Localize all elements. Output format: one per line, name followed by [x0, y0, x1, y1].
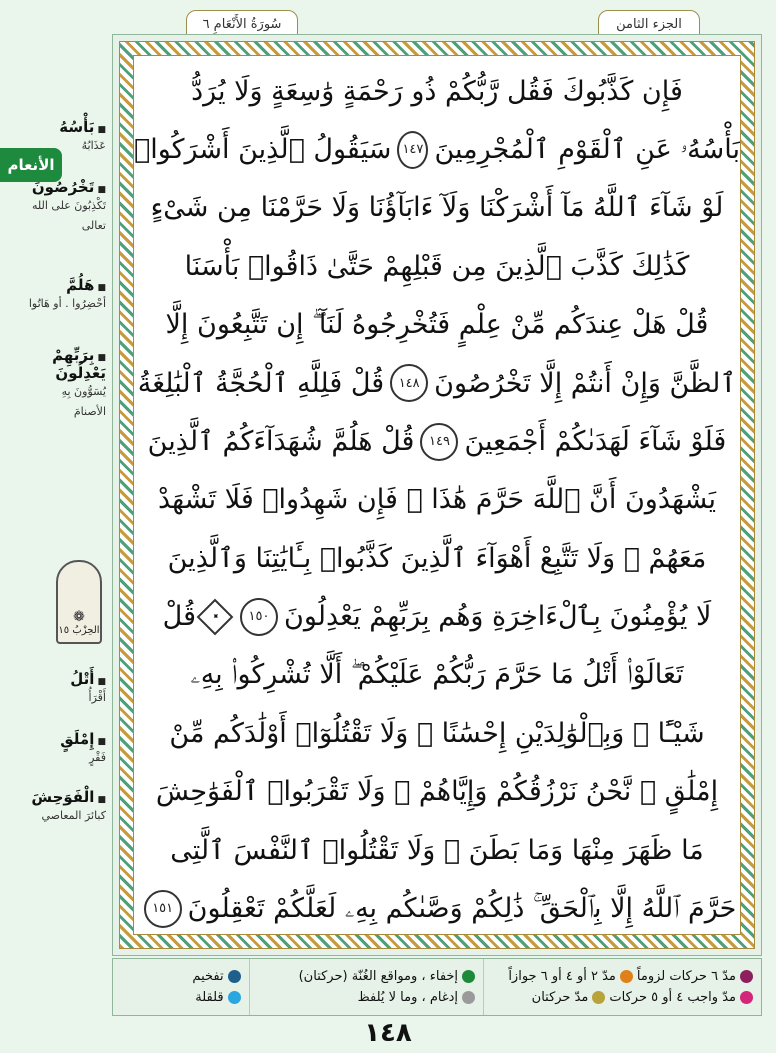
- verse-line: مَا ظَهَرَ مِنْهَا وَمَا بَطَنَ ۖ وَلَا تَقْتُلُوا۟ ٱلنَّفْسَ ٱلَّتِى: [170, 834, 704, 866]
- legend-label: قلقلة: [195, 990, 224, 1005]
- surah-tab[interactable]: [0, 148, 62, 182]
- ayah-number-marker: ١٥١: [144, 890, 182, 928]
- legend-dot: [740, 970, 753, 983]
- hizb-badge: [56, 560, 102, 644]
- verse-line: فَإِن كَذَّبُوكَ فَقُل رَّبُّكُمْ ذُو رَحْمَةٍ وَٰسِعَةٍ وَلَا يُرَدُّ: [191, 75, 683, 107]
- legend-label: مدّ واجب ٤ أو ٥ حركات: [609, 990, 736, 1005]
- verse-line: فَلَوْ شَآءَ لَهَدَىٰكُمْ أَجْمَعِينَ ١٤٩ قُلْ هَلُمَّ شُهَدَآءَكُمُ ٱلَّذِينَ: [134, 412, 740, 470]
- verse-line: لَا يُؤْمِنُونَ بِٱلْءَاخِرَةِ وَهُم بِرَبِّهِمْ يَعْدِلُونَ ١٥٠ ✦ قُلْ: [134, 588, 740, 646]
- gloss-word: ■ بَأْسُهُ: [59, 118, 106, 136]
- legend-ghunna-column: [249, 959, 483, 1015]
- gloss-meaning: عَذَابُهُ: [81, 139, 106, 152]
- legend-dot: [620, 970, 633, 983]
- verse-line: حَرَّمَ ٱللَّهُ إِلَّا بِٱلْحَقِّ ۚ ذَٰلِكُمْ وَصَّىٰكُم بِهِۦ لَعَلَّكُمْ تَعْقِلُونَ ١٥١: [134, 879, 740, 937]
- gloss-word: ■ الْفَوَحِشَ: [31, 788, 106, 806]
- ayah-number-marker: ١٤٩: [420, 423, 458, 461]
- legend-label: إدغام ، وما لا يُلفظ: [357, 990, 459, 1005]
- verse-line: شَيْـًٔا ۖ وَبِٱلْوَٰلِدَيْنِ إِحْسَٰنًا ۖ وَلَا تَقْتُلُوٓا۟ أَوْلَٰدَكُم مِّنْ: [169, 717, 705, 749]
- gloss-meaning: تَكْذِبُونَ على الله تعالى: [31, 199, 106, 232]
- gloss-meaning: فَقْرٍ: [89, 751, 106, 764]
- legend-dot: [462, 970, 475, 983]
- gloss-item: [70, 670, 106, 708]
- page-number: ١٤٨: [364, 1018, 412, 1048]
- surah-name: سُورَةُ الأَنْعَامِ ٦: [202, 16, 282, 32]
- mushaf-page: [133, 55, 741, 935]
- verse-lines: [134, 62, 740, 938]
- gloss-item: [26, 346, 106, 422]
- legend-dot: [740, 991, 753, 1004]
- ayah-number-marker: ١٥٠: [240, 598, 278, 636]
- ayah-number-marker: ١٤٧: [397, 131, 428, 169]
- gloss-meaning: كبائرَ المعاصي: [41, 809, 106, 822]
- legend-madd-column: [483, 959, 761, 1015]
- gloss-word: ■ بِرَبِّهِمْ يَعْدِلُونَ: [26, 346, 106, 382]
- verse-line: مَعَهُمْ ۚ وَلَا تَتَّبِعْ أَهْوَآءَ ٱلَّذِينَ كَذَّبُوا۟ بِـَٔايَٰتِنَا وَٱلَّذِينَ: [167, 542, 707, 574]
- verse-line: قُلْ هَلْ عِندَكُم مِّنْ عِلْمٍ فَتُخْرِجُوهُ لَنَآ ۖ إِن تَتَّبِعُونَ إِلَّا: [165, 308, 709, 340]
- legend-label: إخفاء ، ومواقع الغُنّة (حركتان): [298, 969, 459, 984]
- legend-dot: [462, 991, 475, 1004]
- legend-tafkheem-column: [113, 959, 249, 1015]
- legend-dot: [228, 970, 241, 983]
- verse-line: لَوْ شَآءَ ٱللَّهُ مَآ أَشْرَكْنَا وَلَآ ءَابَآؤُنَا وَلَا حَرَّمْنَا مِن شَىْءٍ: [150, 192, 724, 224]
- verse-line: تَعَالَوْا۟ أَتْلُ مَا حَرَّمَ رَبُّكُمْ عَلَيْكُمْ ۖ أَلَّا تُشْرِكُوا۟ بِهِۦ: [190, 659, 684, 691]
- gloss-word: ■ إِمْلَقٍ: [60, 730, 106, 748]
- legend-dot: [228, 991, 241, 1004]
- verse-line: كَذَٰلِكَ كَذَّبَ ٱلَّذِينَ مِن قَبْلِهِمْ حَتَّىٰ ذَاقُوا۟ بَأْسَنَا: [184, 250, 690, 282]
- legend-label: مدّ حركتان: [531, 990, 589, 1005]
- gloss-meaning: يُسَوُّونَ بِهِ الأصنامَ: [61, 385, 106, 418]
- gloss-item: [31, 788, 106, 826]
- gloss-item: [59, 118, 106, 156]
- gloss-meaning: أحْضِرُوا . أو هَاتُوا: [28, 297, 106, 310]
- gloss-meaning: أَقْرَأُ: [88, 691, 106, 704]
- verse-line: بَأْسُهُۥ عَنِ ٱلْقَوْمِ ٱلْمُجْرِمِينَ ١٤٧ سَيَقُولُ ٱلَّذِينَ أَشْرَكُوا۟: [134, 120, 740, 178]
- surah-tab-label: الأنعام: [7, 156, 55, 174]
- gloss-word: ■ هَلُمَّ: [26, 276, 106, 294]
- hizb-star-icon: ✦: [197, 598, 234, 635]
- legend-label: مدّ ٢ أو ٤ أو ٦ جوازاً: [508, 969, 616, 984]
- legend-label: تفخيم: [192, 969, 224, 984]
- verse-line: يَشْهَدُونَ أَنَّ ٱللَّهَ حَرَّمَ هَٰذَا ۖ فَإِن شَهِدُوا۟ فَلَا تَشْهَدْ: [157, 484, 717, 516]
- gloss-item: [60, 730, 106, 768]
- gloss-word: ■ تَخْرُصُونَ: [10, 178, 106, 196]
- gloss-item: [26, 276, 106, 314]
- gloss-word: ■ أَتْلُ: [70, 670, 106, 688]
- hizb-icon: ❁: [73, 609, 85, 625]
- tajweed-legend: [112, 958, 762, 1016]
- ayah-number-marker: ١٤٨: [390, 364, 428, 402]
- verse-line: إِمْلَٰقٍ ۖ نَّحْنُ نَرْزُقُكُمْ وَإِيَّاهُمْ ۖ وَلَا تَقْرَبُوا۟ ٱلْفَوَٰحِشَ: [155, 776, 719, 808]
- legend-label: مدّ ٦ حركات لزوماً: [636, 969, 736, 984]
- sidebar: [0, 0, 112, 1053]
- legend-dot: [592, 991, 605, 1004]
- verse-line: ٱلظَّنَّ وَإِنْ أَنتُمْ إِلَّا تَخْرُصُونَ ١٤٨ قُلْ فَلِلَّهِ ٱلْحُجَّةُ ٱلْبَٰلِغَةُ: [134, 354, 740, 412]
- gloss-item: [10, 178, 106, 236]
- hizb-label: الحِزْبُ ١٥: [58, 625, 100, 636]
- juz-name: الجزء الثامن: [616, 16, 682, 32]
